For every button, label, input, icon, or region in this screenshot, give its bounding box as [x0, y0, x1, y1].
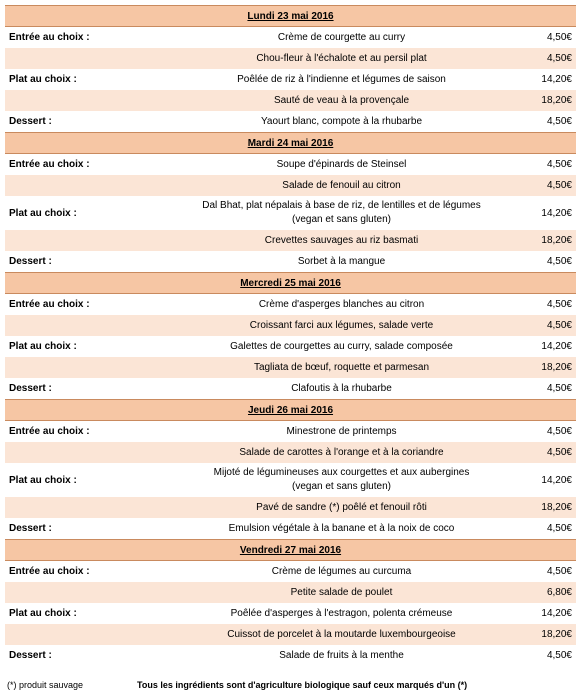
course-category: Plat au choix : [9, 608, 77, 619]
dish-line: Croissant farci aux légumes, salade verte [249, 319, 434, 331]
dish-line: Clafoutis à la rhubarbe [291, 382, 392, 394]
menu-row [5, 442, 576, 463]
dish-line: Sorbet à la mangue [297, 255, 386, 267]
day-header: Vendredi 27 mai 2016 [5, 539, 576, 561]
dish-line: Soupe d'épinards de Steinsel [276, 158, 407, 170]
dish-line: Crevettes sauvages au riz basmati [264, 234, 419, 246]
course-category: Dessert : [9, 523, 52, 534]
day-header: Lundi 23 mai 2016 [5, 5, 576, 27]
dish-name [159, 463, 524, 497]
dish-line: Crème de légumes au curcuma [271, 565, 412, 577]
dish-name [159, 519, 524, 539]
dish-name [159, 422, 524, 442]
dish-line: Pavé de sandre (*) poêlé et fenouil rôti [256, 501, 427, 513]
dish-price: 4,50€ [546, 116, 572, 127]
dish-line: Salade de fruits à la menthe [279, 649, 404, 661]
footer-note: (*) produit sauvage [7, 680, 84, 690]
menu-row [5, 90, 576, 111]
dish-name [159, 176, 524, 196]
course-category: Dessert : [9, 256, 52, 267]
dish-price: 18,20€ [541, 235, 572, 246]
day-section [5, 399, 576, 539]
day-header: Mardi 24 mai 2016 [5, 132, 576, 154]
dish-price: 14,20€ [541, 474, 572, 486]
menu-row [5, 497, 576, 518]
dish-name [159, 316, 524, 336]
dish-name [159, 443, 524, 463]
course-category: Plat au choix : [9, 207, 77, 219]
dish-price: 4,50€ [546, 447, 572, 458]
menu-row [5, 230, 576, 251]
dish-line: Poêlée d'asperges à l'estragon, polenta crémeuse [230, 607, 453, 619]
dish-name [159, 625, 524, 645]
dish-line: Petite salade de poulet [290, 586, 393, 598]
dish-name [159, 379, 524, 399]
dish-line: Crème d'asperges blanches au citron [258, 298, 425, 310]
menu-row [5, 518, 576, 539]
dish-price: 4,50€ [546, 650, 572, 661]
dish-price: 18,20€ [541, 362, 572, 373]
dish-price: 6,80€ [546, 587, 572, 598]
menu-row [5, 421, 576, 442]
dish-line: Yaourt blanc, compote à la rhubarbe [260, 115, 423, 127]
dish-price: 18,20€ [541, 95, 572, 106]
dish-price: 14,20€ [541, 207, 572, 219]
dish-price: 18,20€ [541, 502, 572, 513]
menu-row [5, 645, 576, 666]
weekly-menu [5, 5, 576, 666]
dish-name [159, 112, 524, 132]
course-category: Entrée au choix : [9, 426, 90, 437]
dish-price: 4,50€ [546, 32, 572, 43]
menu-row [5, 27, 576, 48]
course-category: Entrée au choix : [9, 159, 90, 170]
day-section [5, 272, 576, 399]
day-section [5, 539, 576, 666]
dish-name [159, 646, 524, 666]
dish-name [159, 252, 524, 272]
course-category: Dessert : [9, 383, 52, 394]
dish-line: Emulsion végétale à la banane et à la noix de coco [228, 522, 455, 534]
course-category: Entrée au choix : [9, 32, 90, 43]
menu-row [5, 357, 576, 378]
menu-row [5, 251, 576, 272]
menu-row [5, 294, 576, 315]
dish-name [159, 295, 524, 315]
course-category: Plat au choix : [9, 341, 77, 352]
dish-line: Cuissot de porcelet à la moutarde luxembourgeoise [227, 628, 456, 640]
dish-price: 4,50€ [546, 180, 572, 191]
dish-line: Mijoté de légumineuses aux courgettes et aux aubergines [213, 467, 470, 478]
menu-row [5, 582, 576, 603]
dish-price: 14,20€ [541, 341, 572, 352]
day-section [5, 5, 576, 132]
dish-name [159, 231, 524, 251]
dish-price: 4,50€ [546, 320, 572, 331]
dish-name [159, 155, 524, 175]
dish-line: Salade de carottes à l'orange et à la coriandre [239, 446, 444, 458]
dish-name [159, 70, 524, 90]
dish-note: (vegan et sans gluten) [292, 481, 391, 492]
dish-line: Salade de fenouil au citron [282, 179, 401, 191]
dish-price: 4,50€ [546, 159, 572, 170]
menu-row [5, 111, 576, 132]
dish-price: 4,50€ [546, 383, 572, 394]
day-header: Jeudi 26 mai 2016 [5, 399, 576, 421]
menu-row [5, 561, 576, 582]
dish-price: 4,50€ [546, 523, 572, 534]
footer [5, 680, 576, 690]
day-section [5, 132, 576, 272]
menu-row [5, 603, 576, 624]
menu-row [5, 378, 576, 399]
dish-price: 14,20€ [541, 608, 572, 619]
dish-line: Galettes de courgettes au curry, salade composée [230, 340, 453, 352]
dish-name [159, 604, 524, 624]
course-category: Plat au choix : [9, 474, 77, 486]
course-category: Entrée au choix : [9, 566, 90, 577]
menu-row [5, 175, 576, 196]
dish-line: Poêlée de riz à l'indienne et légumes de saison [237, 73, 446, 85]
day-header: Mercredi 25 mai 2016 [5, 272, 576, 294]
dish-name [159, 196, 524, 230]
menu-row [5, 336, 576, 357]
dish-name [159, 358, 524, 378]
dish-name [159, 498, 524, 518]
menu-row [5, 154, 576, 175]
dish-price: 14,20€ [541, 74, 572, 85]
dish-line: Sauté de veau à la provençale [273, 94, 410, 106]
dish-line: Crème de courgette au curry [277, 31, 406, 43]
dish-name [159, 28, 524, 48]
menu-row [5, 48, 576, 69]
dish-name [159, 337, 524, 357]
dish-name [159, 49, 524, 69]
course-category: Dessert : [9, 116, 52, 127]
course-category: Entrée au choix : [9, 299, 90, 310]
dish-note: (vegan et sans gluten) [292, 214, 391, 225]
menu-row [5, 196, 576, 230]
menu-row [5, 624, 576, 645]
dish-name [159, 562, 524, 582]
course-category: Dessert : [9, 650, 52, 661]
dish-price: 18,20€ [541, 629, 572, 640]
dish-price: 4,50€ [546, 566, 572, 577]
dish-line: Dal Bhat, plat népalais à base de riz, de lentilles et de légumes [202, 200, 481, 211]
dish-price: 4,50€ [546, 299, 572, 310]
dish-line: Tagliata de bœuf, roquette et parmesan [253, 361, 430, 373]
dish-price: 4,50€ [546, 256, 572, 267]
dish-line: Chou-fleur à l'échalote et au persil plat [256, 52, 427, 64]
menu-row [5, 315, 576, 336]
dish-price: 4,50€ [546, 426, 572, 437]
footer-legend: Tous les ingrédients sont d'agriculture biologique sauf ceux marqués d'un (*) [137, 680, 468, 690]
dish-line: Minestrone de printemps [286, 425, 397, 437]
dish-price: 4,50€ [546, 53, 572, 64]
menu-row [5, 463, 576, 497]
menu-row [5, 69, 576, 90]
dish-name [159, 91, 524, 111]
dish-name [159, 583, 524, 603]
course-category: Plat au choix : [9, 74, 77, 85]
